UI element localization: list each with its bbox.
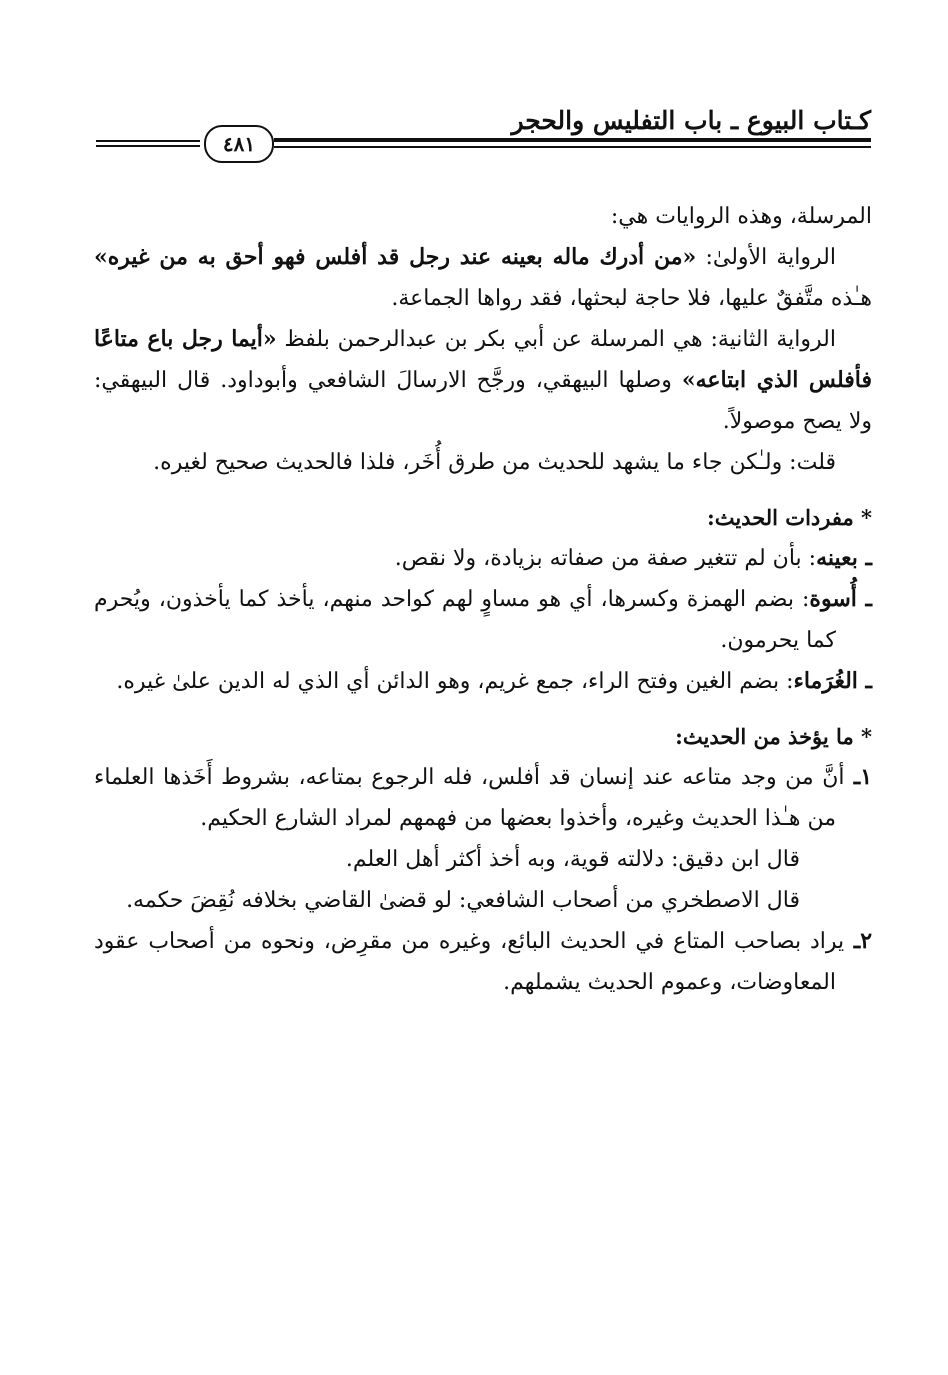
lesson-text: أنَّ من وجد متاعه عند إنسان قد أفلس، فله الرجوع بمتاعه، بشروط أَخَذها العلماء من هـٰذا الحديث وغيره، وأخذوا بعضها من فهمهم لمراد الشارع الحكيم. — [94, 765, 845, 831]
hadith-text: «أيما رجل باع متاعًا فأفلس الذي ابتاعه» — [94, 326, 872, 393]
paragraph-text: المرسلة، وهذه الروايات هي: — [610, 204, 872, 229]
dash: ـ — [857, 545, 872, 571]
lesson-quote — [94, 880, 872, 921]
lesson-quote-text: قال الاصطخري من أصحاب الشافعي: لو قضىٰ القاضي بخلافه نُقِضَ حكمه. — [126, 888, 800, 913]
paragraph-text: الرواية الأولىٰ: — [696, 245, 836, 270]
vocab-item — [94, 661, 872, 702]
vocab-item — [94, 538, 872, 579]
page-body — [94, 196, 872, 1003]
lesson-number: ١ـ — [844, 764, 873, 790]
page-number: ٤٨١ — [204, 125, 274, 163]
lesson-quote-text: قال ابن دقيق: دلالته قوية، وبه أخذ أكثر أهل العلم. — [345, 847, 800, 872]
running-title: كـتاب البيوع ـ باب التفليس والحجر — [511, 106, 871, 135]
header-rule — [274, 138, 871, 142]
paragraph-text: وصلها البيهقي، ورجَّح الارسالَ الشافعي وأبوداود. قال البيهقي: ولا يصح موصولاً. — [94, 368, 872, 434]
header-rule — [96, 145, 200, 147]
dash: ـ — [857, 668, 872, 694]
vocab-term: بعينه — [816, 545, 858, 571]
vocab-definition: : بضم الهمزة وكسرها، أي هو مساوٍ لهم كواحد منهم، يأخذ كما يأخذون، ويُحرم كما يحرمون. — [94, 587, 836, 653]
lesson-quote — [94, 839, 872, 880]
paragraph — [94, 319, 872, 442]
hadith-text: «من أدرك ماله بعينه عند رجل قد أفلس فهو أحق به من غيره» — [94, 244, 697, 270]
lesson-number: ٢ـ — [844, 928, 873, 954]
lesson-item — [94, 921, 872, 1003]
vocab-definition: : بضم الغين وفتح الراء، جمع غريم، وهو الدائن أي الذي له الدين علىٰ غيره. — [116, 669, 794, 694]
paragraph — [94, 442, 872, 483]
vocab-term: الغُرَماء — [793, 668, 858, 694]
vocab-definition: : بأن لم تتغير صفة من صفاته بزيادة، ولا نقص. — [394, 546, 817, 571]
paragraph-text: هـٰذه متَّفقٌ عليها، فلا حاجة لبحثها، فقد رواها الجماعة. — [391, 286, 872, 311]
paragraph-text: الرواية الثانية: هي المرسلة عن أبي بكر بن عبدالرحمن بلفظ — [276, 327, 836, 352]
page-header — [96, 92, 871, 162]
header-rule — [274, 146, 871, 148]
header-rule — [96, 140, 200, 142]
section-heading: * مفردات الحديث: — [706, 505, 872, 530]
paragraph-text: قلت: ولـٰكن جاء ما يشهد للحديث من طرق أُخَر، فلذا فالحديث صحيح لغيره. — [153, 450, 836, 475]
vocab-term: أُسوة — [809, 586, 857, 612]
lesson-item — [94, 757, 872, 839]
spacer — [94, 483, 872, 497]
vocab-item — [94, 579, 872, 661]
dash: ـ — [856, 586, 872, 612]
paragraph — [94, 237, 872, 319]
spacer — [94, 702, 872, 716]
section-heading: * ما يؤخذ من الحديث: — [675, 724, 872, 749]
paragraph — [94, 196, 872, 237]
lesson-text: يراد بصاحب المتاع في الحديث البائع، وغيره من مقرِض، ونحوه من أصحاب عقود المعاوضات، وعموم الحديث يشملهم. — [94, 929, 845, 995]
